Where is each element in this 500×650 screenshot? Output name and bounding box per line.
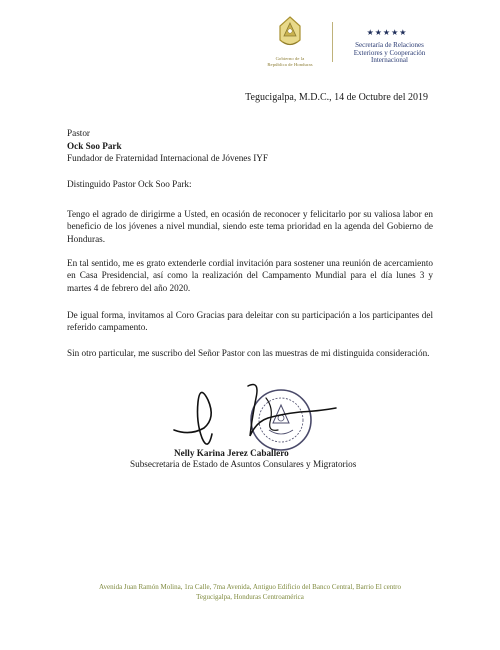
ministry-stars: ★★★★★ (366, 28, 408, 37)
addressee-block (67, 127, 268, 165)
letter-date: Tegucigalpa, M.D.C., 14 de Octubre del 2019 (245, 92, 428, 103)
signer-title: Subsecretaria de Estado de Asuntos Consulares y Migratorios (130, 459, 357, 469)
recipient-name: Ock Soo Park (67, 140, 122, 151)
paragraph-1: Tengo el agrado de dirigirme a Usted, en ocasión de reconocer y felicitarlo por su valiosa labor en beneficio de los jóvenes a nivel mundial, siendo este tema prioridad en la agenda del Gobierno de Honduras. (67, 209, 433, 244)
paragraph-2: En tal sentido, me es grato extenderle cordial invitación para sostener una reunión de acercamiento en Casa Presidencial, así como la realización del Campamento Mundial para el día lunes 3 y martes 4 de febrero del año 2020. (67, 258, 433, 293)
header-divider (332, 22, 333, 62)
government-label: Gobierno de la República de Honduras (267, 56, 313, 67)
footer-line-1: Avenida Juan Ramón Molina, 1ra Calle, 7ma Avenida, Antiguo Edificio del Banco Central, Barrio El centro (98, 583, 402, 591)
recipient-role: Fundador de Fraternidad Internacional de Jóvenes IYF (67, 153, 269, 163)
honduras-emblem-icon (277, 16, 303, 50)
footer-line-2: Tegucigalpa, Honduras Centroamérica (196, 593, 304, 601)
footer-address (40, 582, 460, 602)
paragraph-3: De igual forma, invitamos al Coro Gracias para deleitar con su participación a los participantes del referido campamento. (67, 310, 433, 333)
paragraph-4: Sin otro particular, me suscribo del Señor Pastor con las muestras de mi distinguida consideración. (67, 348, 430, 358)
signer-name: Nelly Karina Jerez Caballero (174, 448, 289, 458)
salutation: Distinguido Pastor Ock Soo Park: (67, 179, 192, 189)
recipient-title: Pastor (67, 128, 90, 138)
handwritten-signature (170, 378, 340, 458)
ministry-label: Secretaría de Relaciones Exteriores y Cooperación Internacional (353, 41, 426, 65)
